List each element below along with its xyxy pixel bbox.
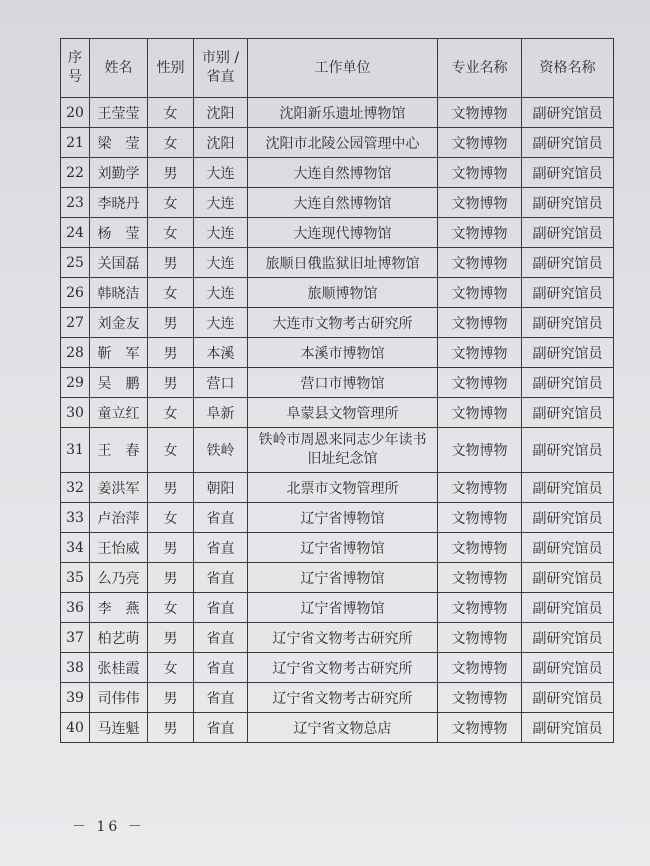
cell-city: 省直 (194, 623, 248, 653)
cell-qualification: 副研究馆员 (522, 473, 614, 503)
cell-name: 马连魁 (90, 713, 148, 743)
cell-qualification: 副研究馆员 (522, 158, 614, 188)
header-name: 姓名 (90, 39, 148, 98)
cell-serial-number: 36 (61, 593, 90, 623)
cell-major: 文物博物 (438, 623, 522, 653)
cell-qualification: 副研究馆员 (522, 188, 614, 218)
cell-serial-number: 24 (61, 218, 90, 248)
cell-work-unit: 辽宁省博物馆 (248, 533, 438, 563)
table-row (61, 158, 614, 188)
cell-work-unit: 辽宁省博物馆 (248, 593, 438, 623)
cell-name: 王 春 (90, 428, 148, 473)
cell-qualification: 副研究馆员 (522, 128, 614, 158)
cell-name: 刘金友 (90, 308, 148, 338)
cell-gender: 女 (148, 98, 194, 128)
cell-work-unit: 北票市文物管理所 (248, 473, 438, 503)
table-row (61, 338, 614, 368)
cell-gender: 男 (148, 368, 194, 398)
cell-gender: 男 (148, 563, 194, 593)
cell-major: 文物博物 (438, 683, 522, 713)
cell-major: 文物博物 (438, 278, 522, 308)
cell-city: 省直 (194, 683, 248, 713)
table-row (61, 653, 614, 683)
table-row (61, 98, 614, 128)
cell-city: 大连 (194, 308, 248, 338)
cell-major: 文物博物 (438, 398, 522, 428)
cell-name: 柏艺萌 (90, 623, 148, 653)
cell-name: 李晓丹 (90, 188, 148, 218)
table-row (61, 368, 614, 398)
cell-gender: 女 (148, 593, 194, 623)
cell-gender: 女 (148, 188, 194, 218)
cell-city: 大连 (194, 188, 248, 218)
cell-serial-number: 30 (61, 398, 90, 428)
table-row (61, 473, 614, 503)
cell-major: 文物博物 (438, 653, 522, 683)
header-serial-line1: 序 (68, 50, 82, 66)
cell-name: 杨 莹 (90, 218, 148, 248)
cell-serial-number: 34 (61, 533, 90, 563)
cell-name: 童立红 (90, 398, 148, 428)
table-row (61, 683, 614, 713)
cell-major: 文物博物 (438, 593, 522, 623)
cell-name: 卢治萍 (90, 503, 148, 533)
cell-serial-number: 39 (61, 683, 90, 713)
cell-major: 文物博物 (438, 218, 522, 248)
cell-city: 大连 (194, 218, 248, 248)
table-row (61, 188, 614, 218)
table-row (61, 593, 614, 623)
table-row (61, 503, 614, 533)
cell-qualification: 副研究馆员 (522, 218, 614, 248)
cell-gender: 女 (148, 278, 194, 308)
cell-city: 阜新 (194, 398, 248, 428)
header-major: 专业名称 (438, 39, 522, 98)
cell-work-unit: 辽宁省博物馆 (248, 503, 438, 533)
cell-serial-number: 21 (61, 128, 90, 158)
table-body (61, 98, 614, 743)
cell-qualification: 副研究馆员 (522, 398, 614, 428)
table-row (61, 623, 614, 653)
header-serial-number (61, 39, 90, 98)
cell-qualification: 副研究馆员 (522, 683, 614, 713)
cell-major: 文物博物 (438, 473, 522, 503)
table-header-row (61, 39, 614, 98)
cell-serial-number: 28 (61, 338, 90, 368)
cell-city: 省直 (194, 503, 248, 533)
cell-serial-number: 25 (61, 248, 90, 278)
page-number: － 16 － (72, 819, 145, 835)
cell-work-unit: 辽宁省文物总店 (248, 713, 438, 743)
cell-work-unit: 辽宁省文物考古研究所 (248, 653, 438, 683)
cell-major: 文物博物 (438, 533, 522, 563)
cell-work-unit: 沈阳市北陵公园管理中心 (248, 128, 438, 158)
cell-qualification: 副研究馆员 (522, 713, 614, 743)
cell-name: 李 燕 (90, 593, 148, 623)
cell-city: 朝阳 (194, 473, 248, 503)
cell-qualification: 副研究馆员 (522, 503, 614, 533)
cell-qualification: 副研究馆员 (522, 308, 614, 338)
cell-gender: 男 (148, 248, 194, 278)
cell-name: 张桂霞 (90, 653, 148, 683)
header-qualification: 资格名称 (522, 39, 614, 98)
cell-serial-number: 27 (61, 308, 90, 338)
work-unit-line1: 铁岭市周恩来同志少年读书 (258, 432, 427, 448)
cell-gender: 男 (148, 533, 194, 563)
cell-qualification: 副研究馆员 (522, 428, 614, 473)
table-row (61, 533, 614, 563)
cell-gender: 女 (148, 653, 194, 683)
cell-work-unit: 本溪市博物馆 (248, 338, 438, 368)
cell-serial-number: 33 (61, 503, 90, 533)
table-row (61, 428, 614, 473)
cell-gender: 女 (148, 503, 194, 533)
cell-major: 文物博物 (438, 368, 522, 398)
cell-major: 文物博物 (438, 503, 522, 533)
cell-city: 本溪 (194, 338, 248, 368)
cell-city: 营口 (194, 368, 248, 398)
cell-city: 铁岭 (194, 428, 248, 473)
cell-work-unit (248, 428, 438, 473)
cell-city: 沈阳 (194, 128, 248, 158)
cell-major: 文物博物 (438, 248, 522, 278)
cell-qualification: 副研究馆员 (522, 533, 614, 563)
cell-major: 文物博物 (438, 158, 522, 188)
cell-work-unit: 沈阳新乐遗址博物馆 (248, 98, 438, 128)
cell-qualification: 副研究馆员 (522, 623, 614, 653)
cell-work-unit: 阜蒙县文物管理所 (248, 398, 438, 428)
cell-serial-number: 31 (61, 428, 90, 473)
cell-gender: 男 (148, 683, 194, 713)
cell-serial-number: 23 (61, 188, 90, 218)
cell-serial-number: 32 (61, 473, 90, 503)
cell-qualification: 副研究馆员 (522, 368, 614, 398)
header-work-unit: 工作单位 (248, 39, 438, 98)
cell-gender: 女 (148, 128, 194, 158)
cell-city: 大连 (194, 278, 248, 308)
cell-work-unit: 辽宁省文物考古研究所 (248, 623, 438, 653)
cell-work-unit: 旅顺日俄监狱旧址博物馆 (248, 248, 438, 278)
cell-serial-number: 37 (61, 623, 90, 653)
table-row (61, 308, 614, 338)
cell-name: 靳 军 (90, 338, 148, 368)
cell-major: 文物博物 (438, 713, 522, 743)
cell-major: 文物博物 (438, 128, 522, 158)
cell-work-unit: 辽宁省博物馆 (248, 563, 438, 593)
cell-serial-number: 20 (61, 98, 90, 128)
cell-work-unit: 营口市博物馆 (248, 368, 438, 398)
cell-city: 省直 (194, 653, 248, 683)
cell-work-unit: 大连自然博物馆 (248, 158, 438, 188)
header-city-line1: 市别 / (201, 50, 240, 66)
cell-serial-number: 26 (61, 278, 90, 308)
cell-major: 文物博物 (438, 338, 522, 368)
cell-name: 王怡威 (90, 533, 148, 563)
cell-gender: 男 (148, 623, 194, 653)
table-row (61, 398, 614, 428)
cell-major: 文物博物 (438, 563, 522, 593)
header-gender: 性别 (148, 39, 194, 98)
cell-city: 大连 (194, 248, 248, 278)
cell-work-unit: 大连自然博物馆 (248, 188, 438, 218)
cell-city: 大连 (194, 158, 248, 188)
cell-gender: 女 (148, 398, 194, 428)
cell-major: 文物博物 (438, 188, 522, 218)
cell-qualification: 副研究馆员 (522, 338, 614, 368)
cell-city: 省直 (194, 713, 248, 743)
cell-qualification: 副研究馆员 (522, 563, 614, 593)
cell-name: 韩晓洁 (90, 278, 148, 308)
cell-gender: 男 (148, 473, 194, 503)
cell-name: 么乃亮 (90, 563, 148, 593)
cell-city: 省直 (194, 593, 248, 623)
cell-serial-number: 29 (61, 368, 90, 398)
table-row (61, 128, 614, 158)
cell-major: 文物博物 (438, 428, 522, 473)
cell-name: 司伟伟 (90, 683, 148, 713)
table-row (61, 218, 614, 248)
cell-qualification: 副研究馆员 (522, 98, 614, 128)
header-serial-line2: 号 (68, 69, 82, 85)
table-row (61, 248, 614, 278)
cell-major: 文物博物 (438, 308, 522, 338)
cell-qualification: 副研究馆员 (522, 248, 614, 278)
cell-serial-number: 22 (61, 158, 90, 188)
cell-serial-number: 38 (61, 653, 90, 683)
cell-qualification: 副研究馆员 (522, 278, 614, 308)
cell-gender: 男 (148, 308, 194, 338)
cell-work-unit: 大连市文物考古研究所 (248, 308, 438, 338)
cell-work-unit: 大连现代博物馆 (248, 218, 438, 248)
cell-name: 刘勤学 (90, 158, 148, 188)
cell-gender: 女 (148, 428, 194, 473)
table-row (61, 713, 614, 743)
table-row (61, 563, 614, 593)
cell-major: 文物博物 (438, 98, 522, 128)
cell-work-unit: 辽宁省文物考古研究所 (248, 683, 438, 713)
cell-city: 省直 (194, 563, 248, 593)
cell-serial-number: 35 (61, 563, 90, 593)
cell-gender: 男 (148, 158, 194, 188)
header-city-line2: 省直 (206, 69, 235, 85)
cell-city: 沈阳 (194, 98, 248, 128)
table-row (61, 278, 614, 308)
cell-gender: 男 (148, 338, 194, 368)
cell-serial-number: 40 (61, 713, 90, 743)
cell-name: 吴 鹏 (90, 368, 148, 398)
cell-gender: 男 (148, 713, 194, 743)
cell-city: 省直 (194, 533, 248, 563)
work-unit-line2: 旧址纪念馆 (307, 451, 378, 467)
personnel-table (60, 38, 614, 743)
header-city (194, 39, 248, 98)
cell-name: 关国磊 (90, 248, 148, 278)
cell-qualification: 副研究馆员 (522, 593, 614, 623)
cell-name: 王莹莹 (90, 98, 148, 128)
cell-qualification: 副研究馆员 (522, 653, 614, 683)
cell-name: 梁 莹 (90, 128, 148, 158)
cell-work-unit: 旅顺博物馆 (248, 278, 438, 308)
cell-name: 姜洪军 (90, 473, 148, 503)
cell-gender: 女 (148, 218, 194, 248)
